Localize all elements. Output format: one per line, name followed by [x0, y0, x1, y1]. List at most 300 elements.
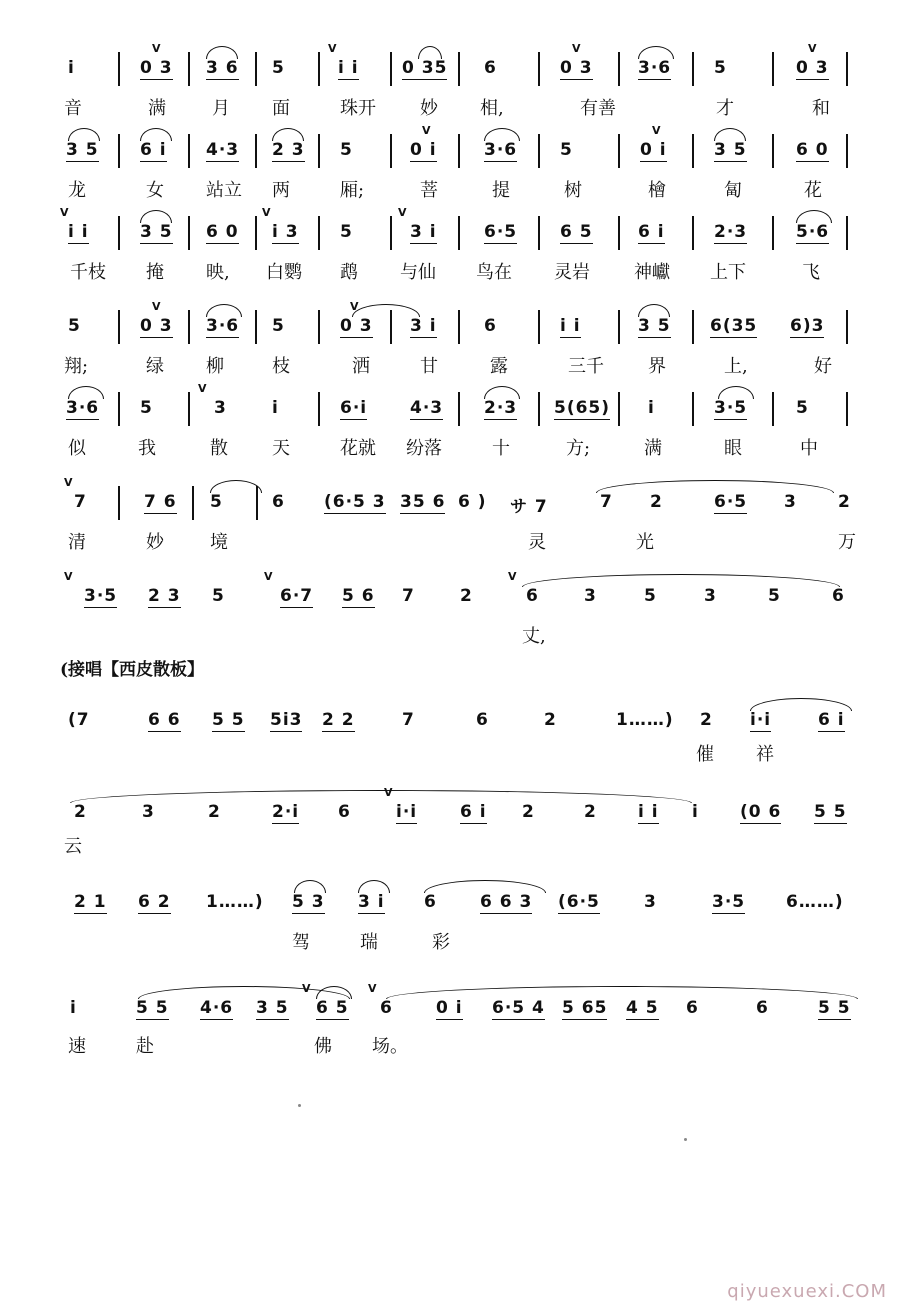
lyric: 匐: [724, 180, 742, 201]
breath-mark: V: [422, 124, 431, 137]
note: 5: [768, 586, 781, 606]
note: 0 i: [410, 140, 437, 160]
lyric: 珠开: [340, 98, 376, 119]
notation-line: [60, 786, 860, 830]
lyric: 上,: [724, 356, 748, 377]
bar-line: [390, 134, 392, 168]
lyric: 千枝: [70, 262, 106, 283]
note: 6 0: [206, 222, 239, 242]
note: 3 5: [140, 222, 173, 242]
notation-line: [60, 300, 860, 344]
note: 6·5: [484, 222, 518, 242]
lyric: 界: [648, 356, 666, 377]
slur: [70, 790, 692, 803]
note: 5·6: [796, 222, 830, 242]
lyric: 天: [272, 438, 290, 459]
note: 7: [600, 492, 613, 512]
lyric-line: [60, 622, 860, 650]
bar-line: [618, 134, 620, 168]
lyric: 枝: [272, 356, 290, 377]
breath-mark: V: [808, 42, 817, 55]
note: 3·6: [484, 140, 518, 160]
note: 6: [756, 998, 769, 1018]
note: 6 i: [460, 802, 487, 822]
lyric-line: [60, 94, 860, 122]
note: 6: [484, 58, 497, 78]
note: 2·i: [272, 802, 300, 822]
note: 3·6: [206, 316, 240, 336]
note: 5 5: [818, 998, 851, 1018]
note: 7: [402, 586, 415, 606]
note: 2 3: [272, 140, 305, 160]
lyric: 我: [138, 438, 156, 459]
lyric: 三千: [568, 356, 604, 377]
note: 3·5: [714, 398, 748, 418]
notation-line: [60, 476, 860, 520]
lyric: 满: [148, 98, 166, 119]
note: 2: [700, 710, 713, 730]
note: 6: [484, 316, 497, 336]
lyric: 妙: [420, 98, 438, 119]
note: 6……): [786, 892, 844, 912]
lyric: 散: [210, 438, 228, 459]
note: 7 6: [144, 492, 177, 512]
note: 3 i: [358, 892, 385, 912]
lyric: 境: [210, 532, 228, 553]
lyric-line: [60, 352, 860, 380]
lyric: 眼: [724, 438, 742, 459]
note: 0 i: [436, 998, 463, 1018]
note: 3 6: [206, 58, 239, 78]
note: 0 3: [140, 58, 173, 78]
lyric: 音: [64, 98, 82, 119]
note: 6: [832, 586, 845, 606]
lyric: 两: [272, 180, 290, 201]
lyric: 场。: [372, 1036, 408, 1057]
breath-mark: V: [264, 570, 273, 583]
bar-line: [390, 216, 392, 250]
lyric-line: [60, 740, 860, 768]
note: 3: [214, 398, 227, 418]
lyric: 绿: [146, 356, 164, 377]
bar-line: [772, 392, 774, 426]
breath-mark: V: [384, 786, 393, 799]
note: 5: [340, 140, 353, 160]
note: 5 5: [814, 802, 847, 822]
note: 6: [272, 492, 285, 512]
bar-line: [192, 486, 194, 520]
bar-line: [118, 52, 120, 86]
note: 3 5: [66, 140, 99, 160]
bar-line: [846, 52, 848, 86]
note: 5: [644, 586, 657, 606]
lyric: 站立: [206, 180, 242, 201]
bar-line: [772, 52, 774, 86]
lyric: 鹉: [340, 262, 358, 283]
lyric: 十: [492, 438, 510, 459]
lyric: 瑞: [360, 932, 378, 953]
lyric: 云: [64, 836, 82, 857]
note: 2·3: [714, 222, 748, 242]
bar-line: [188, 216, 190, 250]
note: i·i: [396, 802, 418, 822]
lyric: 催: [696, 744, 714, 765]
bar-line: [188, 392, 190, 426]
bar-line: [538, 310, 540, 344]
note: 6 5: [560, 222, 593, 242]
bar-line: [390, 310, 392, 344]
note: 7: [402, 710, 415, 730]
note: 6 i: [638, 222, 665, 242]
note: 5: [140, 398, 153, 418]
notation-line: [60, 124, 860, 168]
bar-line: [618, 310, 620, 344]
lyric: 鸟在: [476, 262, 512, 283]
note: 5: [340, 222, 353, 242]
bar-line: [255, 134, 257, 168]
note: 6 2: [138, 892, 171, 912]
lyric: 花就: [340, 438, 376, 459]
note: 6: [526, 586, 539, 606]
lyric: 满: [644, 438, 662, 459]
note: 5 5: [136, 998, 169, 1018]
note: i i: [638, 802, 659, 822]
lyric: 上下: [710, 262, 746, 283]
lyric: 提: [492, 180, 510, 201]
bar-line: [618, 392, 620, 426]
breath-mark: V: [152, 300, 161, 313]
note: 6)3: [790, 316, 825, 336]
lyric-line: [60, 258, 860, 286]
lyric: 花: [804, 180, 822, 201]
note: 2 1: [74, 892, 107, 912]
bar-line: [618, 52, 620, 86]
bar-line: [846, 392, 848, 426]
lyric: 妙: [146, 532, 164, 553]
bar-line: [118, 392, 120, 426]
bar-line: [318, 392, 320, 426]
note: i: [648, 398, 655, 418]
lyric: 露: [490, 356, 508, 377]
note: 2 3: [148, 586, 181, 606]
bar-line: [846, 134, 848, 168]
note: 5i3: [270, 710, 303, 730]
lyric: 柳: [206, 356, 224, 377]
note: サ 7: [510, 497, 548, 517]
note: 6·5 4: [492, 998, 545, 1018]
notation-line: [60, 892, 860, 920]
note: 3·5: [84, 586, 118, 606]
note: 0 3: [340, 316, 373, 336]
note: 3: [704, 586, 717, 606]
lyric: 洒: [352, 356, 370, 377]
note: 0 3: [560, 58, 593, 78]
bar-line: [118, 486, 120, 520]
note: 1……): [206, 892, 264, 912]
lyric: 丈,: [522, 626, 546, 647]
lyric: 中: [800, 438, 818, 459]
lyric: 面: [272, 98, 290, 119]
lyric: 飞: [802, 262, 820, 283]
lyric: 与仙: [400, 262, 436, 283]
bar-line: [458, 52, 460, 86]
lyric: 掩: [146, 262, 164, 283]
note: 0 3: [796, 58, 829, 78]
breath-mark: V: [60, 206, 69, 219]
note: 7: [74, 492, 87, 512]
lyric: 有善: [580, 98, 616, 119]
bar-line: [538, 392, 540, 426]
lyric: 龙: [68, 180, 86, 201]
note: 6: [686, 998, 699, 1018]
breath-mark: V: [198, 382, 207, 395]
note: 3·5: [712, 892, 746, 912]
bar-line: [318, 310, 320, 344]
note: 6 i: [818, 710, 845, 730]
note: 2: [544, 710, 557, 730]
lyric: 纷落: [406, 438, 442, 459]
note: (0 6: [740, 802, 782, 822]
breath-mark: V: [572, 42, 581, 55]
note: 3 5: [714, 140, 747, 160]
note: 4·3: [206, 140, 240, 160]
note: 6 5: [316, 998, 349, 1018]
lyric: 檜: [648, 180, 666, 201]
lyric: 神巘: [634, 262, 670, 283]
bar-line: [118, 310, 120, 344]
notation-line: [60, 206, 860, 250]
note: i: [68, 58, 75, 78]
lyric: 祥: [756, 744, 774, 765]
note: 3: [584, 586, 597, 606]
lyric-line: [60, 176, 860, 204]
note: 5 65: [562, 998, 608, 1018]
breath-mark: V: [152, 42, 161, 55]
note: 35 6: [400, 492, 446, 512]
notation-line: [60, 570, 860, 614]
bar-line: [692, 134, 694, 168]
lyric: 速: [68, 1036, 86, 1057]
breath-mark: V: [64, 570, 73, 583]
lyric: 翔;: [64, 356, 89, 377]
note: 2: [838, 492, 851, 512]
lyric: 白鹦: [266, 262, 302, 283]
note: 5: [212, 586, 225, 606]
note: 5: [714, 58, 727, 78]
breath-mark: V: [350, 300, 359, 313]
bar-line: [188, 310, 190, 344]
note: i i: [338, 58, 359, 78]
notation-line: [60, 710, 860, 738]
note: 5: [796, 398, 809, 418]
note: 6: [424, 892, 437, 912]
note: (6·5 3: [324, 492, 386, 512]
breath-mark: V: [368, 982, 377, 995]
lyric: 菩: [420, 180, 438, 201]
note: 3: [644, 892, 657, 912]
note: 5 5: [212, 710, 245, 730]
note: i 3: [272, 222, 299, 242]
note: 2·3: [484, 398, 518, 418]
note: 0 3: [140, 316, 173, 336]
bar-line: [692, 52, 694, 86]
note: 1……): [616, 710, 674, 730]
bar-line: [538, 134, 540, 168]
note: 5: [210, 492, 223, 512]
breath-mark: V: [398, 206, 407, 219]
bar-line: [846, 216, 848, 250]
lyric: 佛: [314, 1036, 332, 1057]
bar-line: [390, 52, 392, 86]
bar-line: [255, 216, 257, 250]
note: 6·7: [280, 586, 314, 606]
section-label: (接唱【西皮散板】: [60, 660, 205, 680]
bar-line: [256, 486, 258, 520]
bar-line: [772, 134, 774, 168]
lyric: 似: [68, 438, 86, 459]
note: 2: [584, 802, 597, 822]
note: 4·6: [200, 998, 234, 1018]
breath-mark: V: [328, 42, 337, 55]
lyric: 方;: [566, 438, 591, 459]
speck: [684, 1138, 687, 1141]
note: 5: [272, 316, 285, 336]
note: (7: [68, 710, 90, 730]
note: i i: [560, 316, 581, 336]
note: 4·3: [410, 398, 444, 418]
note: 5: [68, 316, 81, 336]
note: 6 i: [140, 140, 167, 160]
note: 2: [460, 586, 473, 606]
lyric: 月: [212, 98, 230, 119]
lyric-line: [60, 832, 860, 860]
note: 2: [74, 802, 87, 822]
lyric: 和: [812, 98, 830, 119]
lyric: 女: [146, 180, 164, 201]
lyric: 光: [636, 532, 654, 553]
note: (6·5: [558, 892, 600, 912]
note: 5 3: [292, 892, 325, 912]
lyric: 映,: [206, 262, 230, 283]
slur: [522, 574, 840, 587]
speck: [298, 1104, 301, 1107]
note: 3: [142, 802, 155, 822]
note: 6 0: [796, 140, 829, 160]
note: 6 6 3: [480, 892, 533, 912]
note: 2: [208, 802, 221, 822]
note: 6·5: [714, 492, 748, 512]
note: 0 i: [640, 140, 667, 160]
bar-line: [458, 392, 460, 426]
note: 2 2: [322, 710, 355, 730]
note: 5: [272, 58, 285, 78]
lyric: 树: [564, 180, 582, 201]
note: 3 i: [410, 316, 437, 336]
note: 3·6: [66, 398, 100, 418]
note: 5(65): [554, 398, 611, 418]
lyric: 甘: [420, 356, 438, 377]
note: 3 i: [410, 222, 437, 242]
lyric-line: [60, 1032, 860, 1060]
bar-line: [772, 216, 774, 250]
note: 3 5: [638, 316, 671, 336]
bar-line: [692, 216, 694, 250]
bar-line: [618, 216, 620, 250]
note: i: [70, 998, 77, 1018]
note: 5 6: [342, 586, 375, 606]
bar-line: [118, 216, 120, 250]
lyric: 彩: [432, 932, 450, 953]
bar-line: [318, 52, 320, 86]
breath-mark: V: [652, 124, 661, 137]
note: 2: [650, 492, 663, 512]
bar-line: [188, 134, 190, 168]
lyric: 好: [814, 356, 832, 377]
bar-line: [458, 216, 460, 250]
site-watermark: qiyuexuexi.COM: [727, 1281, 887, 1302]
lyric-line: [60, 928, 860, 956]
bar-line: [538, 216, 540, 250]
note: 6(35: [710, 316, 758, 336]
bar-line: [118, 134, 120, 168]
notation-line: [60, 382, 860, 426]
bar-line: [318, 134, 320, 168]
bar-line: [458, 134, 460, 168]
bar-line: [458, 310, 460, 344]
note: 5: [560, 140, 573, 160]
lyric-line: [60, 434, 860, 462]
bar-line: [188, 52, 190, 86]
note: i·i: [750, 710, 772, 730]
breath-mark: V: [508, 570, 517, 583]
bar-line: [255, 310, 257, 344]
lyric: 厢;: [340, 180, 365, 201]
note: 6 6: [148, 710, 181, 730]
note: i: [272, 398, 279, 418]
note: 3 5: [256, 998, 289, 1018]
note: i i: [68, 222, 89, 242]
note: 3·6: [638, 58, 672, 78]
bar-line: [255, 52, 257, 86]
lyric: 驾: [292, 932, 310, 953]
notation-line: [60, 42, 860, 86]
notation-line: [60, 982, 860, 1026]
note: 6 ): [458, 492, 487, 512]
note: 4 5: [626, 998, 659, 1018]
bar-line: [692, 310, 694, 344]
breath-mark: V: [262, 206, 271, 219]
lyric: 清: [68, 532, 86, 553]
note: 6: [476, 710, 489, 730]
bar-line: [318, 216, 320, 250]
lyric: 灵岩: [554, 262, 590, 283]
lyric: 万: [838, 532, 856, 553]
bar-line: [538, 52, 540, 86]
note: i: [692, 802, 699, 822]
note: 6·i: [340, 398, 368, 418]
note: 6: [338, 802, 351, 822]
lyric: 相,: [480, 98, 504, 119]
note: 3: [784, 492, 797, 512]
note: 2: [522, 802, 535, 822]
lyric: 才: [716, 98, 734, 119]
bar-line: [692, 392, 694, 426]
note: 0 35: [402, 58, 448, 78]
bar-line: [846, 310, 848, 344]
breath-mark: V: [64, 476, 73, 489]
note: 6: [380, 998, 393, 1018]
lyric: 赴: [136, 1036, 154, 1057]
